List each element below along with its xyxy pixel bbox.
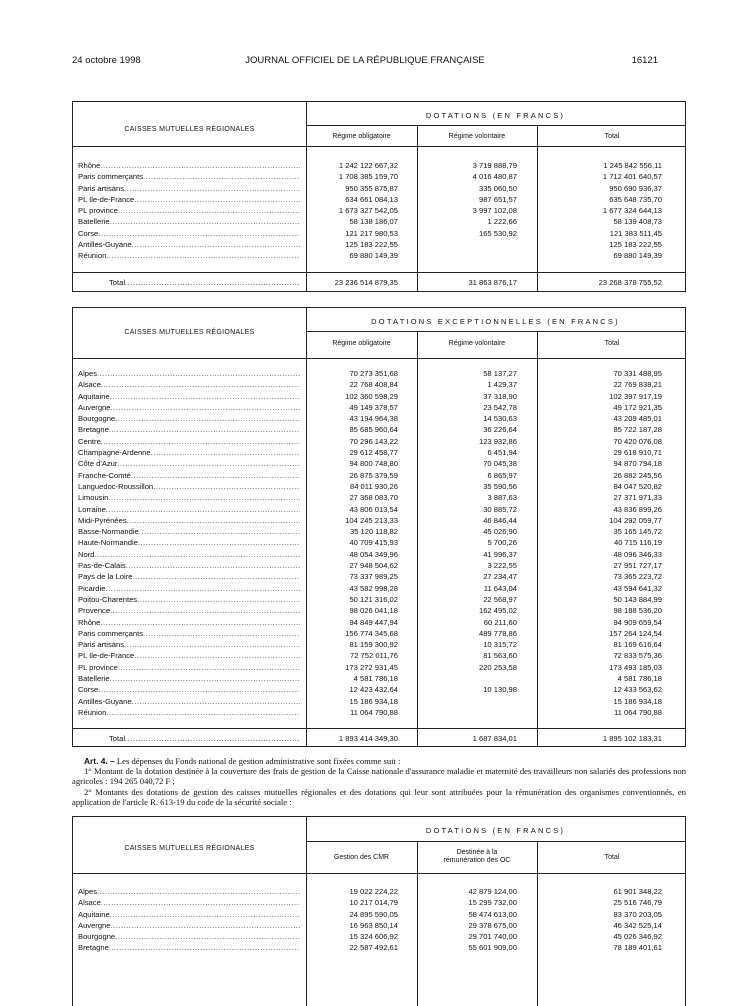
article-4-text [72,756,686,807]
table-row [73,605,685,616]
cell-col-3: 58 139 408,73 [613,217,662,227]
cell-col-2: 165 530,92 [478,228,517,238]
table-row [73,650,685,661]
row-label: Paris commerçants ..... [78,171,300,182]
cell-col-2: 1 429,37 [487,380,517,390]
cell-col-3: 157 264 124,54 [609,628,662,638]
cell-col-1: 24 895 590,05 [349,909,398,919]
table-row [73,707,685,718]
row-label: Pas-de-Calais ..... [78,560,300,571]
row-label: Champagne-Ardenne ..... [78,447,300,458]
article-intro: Les dépenses du Fonds national de gestion administrative sont fixées comme suit : [116,756,401,766]
cell-col-1: 70 296 143,22 [349,436,398,446]
cell-col-1: 1 242 122 667,32 [338,161,398,170]
cell-col-1: 102 360 598,29 [345,391,398,401]
column-header-obligatoire: Régime obligatoire [332,133,391,140]
row-label: Midi-Pyrénées ..... [78,515,300,526]
cell-col-1: 58 138 186,07 [349,217,398,227]
row-label: Poitou-Charentes ..... [78,594,300,605]
cell-col-1: 73 337 989,25 [349,572,398,582]
cell-col-1: 156 774 345,68 [345,628,398,638]
table-row [73,628,685,639]
row-label: Rhône ..... [78,617,300,628]
row-label: Corse ..... [78,228,300,239]
cell-col-2: 30 885,72 [483,504,517,514]
header-page-number: 16121 [631,55,658,66]
cell-col-2: 22 568,97 [483,594,517,604]
cell-col-2: 335 060,50 [478,183,517,193]
cell-col-2: 123 932,86 [478,436,517,446]
cell-col-2: 70 045,38 [483,459,517,469]
table-row [73,368,685,379]
cell-col-1: 634 661 084,13 [345,194,398,204]
table-dotations-exceptionnelles [72,307,686,747]
row-label: Languedoc-Roussillon ..... [78,481,300,492]
cell-col-3: 43 836 899,26 [613,504,662,514]
cell-col-2: 23 542,78 [483,402,517,412]
article-label: Art. 4. – [84,756,115,766]
row-label: Paris commerçants ..... [78,628,300,639]
row-label: Picardie ..... [78,583,300,594]
cell-col-1: 26 875 379,59 [349,470,398,480]
row-label: PL province ..... [78,205,300,216]
table-row [73,909,685,920]
table-row [73,571,685,582]
cell-col-3: 1 677 324 644,13 [602,206,662,216]
row-label: Bretagne ..... [78,942,300,953]
cell-col-1: 12 423 432,64 [349,685,398,695]
cell-col-2: 29 701 740,00 [468,932,517,942]
total-label: Total ..... [109,273,299,293]
cell-col-1: 40 709 415,93 [349,538,398,548]
row-label: Antilles-Guyane ..... [78,696,300,707]
column-header-gestion-cmr: Gestion des CMR [333,854,390,861]
table-row [73,239,685,250]
cell-col-3: 102 397 917,19 [609,391,662,401]
table-row [73,447,685,458]
total-row [73,729,685,749]
row-label: Bourgogne ..... [78,413,300,424]
total-col-3: 23 268 378 755,52 [598,278,662,287]
cell-col-1: 27 948 504,62 [349,561,398,571]
row-label: Bretagne ..... [78,424,300,435]
cell-col-1: 70 273 351,68 [349,369,398,378]
cell-col-1: 16 963 850,14 [349,920,398,930]
table-row [73,492,685,503]
table-caption: CAISSES MUTUELLES RÉGIONALES [124,126,255,133]
cell-col-3: 27 371 971,33 [613,493,662,503]
table-row [73,413,685,424]
cell-col-3: 73 365 223,72 [613,572,662,582]
cell-col-3: 29 618 910,71 [613,448,662,458]
column-header-obligatoire: Régime obligatoire [332,340,391,347]
cell-col-1: 43 194 964,38 [349,414,398,424]
table-row [73,391,685,402]
row-label: Rhône ..... [78,160,300,171]
cell-col-3: 173 493 185,03 [609,662,662,672]
table-group-heading: DOTATIONS EXCEPTIONNELLES (EN FRANCS) [371,317,620,326]
table-row [73,594,685,605]
cell-col-2: 10 130,98 [483,685,517,695]
cell-col-2: 3 887,63 [487,493,517,503]
cell-col-3: 27 951 727,17 [613,561,662,571]
row-label: Alpes ..... [78,886,300,897]
cell-col-2: 3 997 102,08 [472,206,517,216]
cell-col-3: 49 172 921,35 [613,402,662,412]
cell-col-2: 11 643,04 [483,583,517,593]
cell-col-3: 70 420 076,08 [613,436,662,446]
cell-col-3: 104 292 059,77 [609,515,662,525]
cell-col-3: 61 901 348,22 [613,887,662,896]
cell-col-1: 104 245 213,33 [345,515,398,525]
table-row [73,537,685,548]
cell-col-3: 121 383 511,45 [609,228,662,238]
cell-col-2: 60 211,60 [483,617,517,627]
cell-col-1: 81 159 300,92 [349,640,398,650]
cell-col-3: 11 064 790,88 [614,707,662,717]
row-label: Alsace ..... [78,379,300,390]
cell-col-1: 84 011 930,26 [350,481,398,491]
cell-col-3: 81 169 616,64 [613,640,662,650]
table-row [73,183,685,194]
cell-col-1: 85 685 960,64 [349,425,398,435]
cell-col-3: 94 909 659,54 [613,617,662,627]
cell-col-3: 69 880 149,39 [613,251,662,261]
table-row [73,424,685,435]
column-header-total: Total [604,340,620,347]
cell-col-1: 22 587 492,61 [349,943,398,953]
cell-col-2: 489 778,86 [478,628,517,638]
row-label: PL Ile-de-France ..... [78,194,300,205]
cell-col-3: 26 882 245,56 [613,470,662,480]
cell-col-3: 1 712 401 640,57 [602,172,662,182]
cell-col-3: 950 690 936,37 [609,183,662,193]
cell-col-1: 49 149 378,57 [349,402,398,412]
table-row [73,470,685,481]
column-header-line-2: rémunération des OC [443,857,511,864]
cell-col-3: 635 648 735,70 [609,194,662,204]
row-label: Alsace ..... [78,897,300,908]
table-caption: CAISSES MUTUELLES RÉGIONALES [124,845,255,852]
row-label: Basse-Normandie ..... [78,526,300,537]
cell-col-1: 125 183 222,55 [345,240,398,250]
table-row [73,402,685,413]
row-label: Auvergne ..... [78,920,300,931]
cell-col-2: 15 299 732,00 [468,898,517,908]
cell-col-1: 98 026 041,18 [349,606,398,616]
cell-col-1: 121 217 980,53 [345,228,398,238]
table-row [73,526,685,537]
cell-col-2: 46 846,44 [483,515,517,525]
cell-col-2: 3 222,55 [487,561,517,571]
cell-col-3: 35 165 145,72 [613,527,662,537]
row-label: Batellerie ..... [78,673,300,684]
cell-col-2: 58 137,27 [483,369,517,378]
row-label: Antilles-Guyane ..... [78,239,300,250]
row-label: Franche-Comté ..... [78,470,300,481]
article-paragraph-1: 1° Montant de la dotation destinée à la couverture des frais de gestion de la Caisse nationale d'assurance maladie et maternité des travailleurs non salariés des professions non agricoles : 194 265 040,72 F ; [72,766,686,787]
table-row [73,205,685,216]
table-row [73,696,685,707]
row-label: Bourgogne ..... [78,931,300,942]
cell-col-2: 220 253,58 [478,662,517,672]
row-label: Corse ..... [78,684,300,695]
cell-col-1: 10 217 014,79 [349,898,398,908]
cell-col-1: 94 849 447,94 [349,617,398,627]
row-label: Batellerie ..... [78,216,300,227]
table-row [73,684,685,695]
cell-col-1: 27 368 083,70 [349,493,398,503]
cell-col-2: 45 026,90 [483,527,517,537]
cell-col-1: 94 800 748,80 [349,459,398,469]
cell-col-2: 35 590,56 [483,481,517,491]
cell-col-3: 12 433 563,62 [613,685,662,695]
cell-col-1: 29 612 458,77 [349,448,398,458]
table-row [73,250,685,261]
cell-col-3: 50 143 884,99 [613,594,662,604]
column-header-line-1: Destinée à la [456,849,498,856]
total-col-1: 23 236 514 879,35 [334,278,398,287]
cell-col-2: 162 495,02 [478,606,517,616]
cell-col-1: 43 806 013,54 [349,504,398,514]
total-col-3: 1 895 102 183,31 [602,734,662,743]
row-label: Côte d'Azur ..... [78,458,300,469]
cell-col-2: 58 474 613,00 [468,909,517,919]
column-header-total: Total [604,854,620,861]
cell-col-1: 69 880 149,39 [349,251,398,261]
row-label: Réunion ..... [78,250,300,261]
cell-col-2: 3 719 888,79 [472,161,517,170]
cell-col-3: 85 722 187,28 [613,425,662,435]
column-header-remuneration-oc [417,849,537,865]
cell-col-2: 10 315,72 [483,640,517,650]
cell-col-3: 84 047 520,82 [613,481,662,491]
cell-col-2: 37 318,90 [483,391,517,401]
table-dotations-gestion [72,816,686,1006]
cell-col-1: 4 581 786,18 [353,674,398,684]
cell-col-3: 48 096 346,33 [613,549,662,559]
cell-col-2: 42 879 124,00 [468,887,517,896]
cell-col-3: 78 189 401,61 [613,943,662,953]
table-row [73,920,685,931]
row-label: Lorraine ..... [78,504,300,515]
table-row [73,549,685,560]
table-row [73,481,685,492]
cell-col-1: 1 673 327 542,05 [338,206,398,216]
cell-col-1: 43 582 998,28 [349,583,398,593]
row-label: Paris artisans ..... [78,639,300,650]
cell-col-1: 35 120 118,82 [350,527,398,537]
column-header-total: Total [604,133,620,140]
total-col-2: 31 863 876,17 [468,278,517,287]
table-row [73,458,685,469]
cell-col-3: 46 342 525,14 [613,920,662,930]
cell-col-2: 5 700,26 [487,538,517,548]
table-row [73,160,685,171]
cell-col-1: 19 022 224,22 [349,887,398,896]
cell-col-1: 72 752 011,76 [350,651,398,661]
row-label: Haute-Normandie ..... [78,537,300,548]
cell-col-2: 36 226,64 [483,425,517,435]
cell-col-3: 72 833 575,36 [613,651,662,661]
table-caption: CAISSES MUTUELLES RÉGIONALES [124,329,255,336]
row-label: Aquitaine ..... [78,391,300,402]
total-col-2: 1 687 834,01 [472,734,517,743]
cell-col-3: 43 594 641,32 [613,583,662,593]
cell-col-2: 987 651,57 [478,194,517,204]
cell-col-3: 15 186 934,18 [613,696,662,706]
row-label: Provence ..... [78,605,300,616]
cell-col-2: 6 865,97 [487,470,517,480]
page-header [72,55,658,69]
cell-col-1: 15 186 934,18 [349,696,398,706]
cell-col-1: 15 324 606,92 [349,932,398,942]
table-row [73,931,685,942]
header-title: JOURNAL OFFICIEL DE LA RÉPUBLIQUE FRANÇAISE [245,55,485,66]
cell-col-1: 22 768 408,84 [349,380,398,390]
cell-col-1: 173 272 931,45 [345,662,398,672]
table-row [73,639,685,650]
row-label: Réunion ..... [78,707,300,718]
cell-col-3: 125 183 222,55 [609,240,662,250]
cell-col-2: 4 016 480,87 [472,172,517,182]
total-label: Total ..... [109,729,299,749]
row-label: Pays de la Loire ..... [78,571,300,582]
total-row [73,273,685,293]
cell-col-3: 70 331 488,95 [613,369,662,378]
table-row [73,942,685,953]
cell-col-3: 83 370 203,05 [613,909,662,919]
row-label: PL province ..... [78,662,300,673]
cell-col-1: 950 355 875,87 [345,183,398,193]
cell-col-2: 55 601 909,00 [468,943,517,953]
row-label: Paris artisans ..... [78,183,300,194]
table-row [73,886,685,897]
total-col-1: 1 893 414 349,30 [338,734,398,743]
header-date: 24 octobre 1998 [72,55,141,66]
article-paragraph-2: 2° Montants des dotations de gestion des caisses mutuelles régionales et des dotations qui leur sont attribuées pour la rémunération des organismes conventionnés, en application de l'article R. 613-19 du code de la sécurité sociale : [72,786,686,807]
cell-col-3: 45 026 346,92 [613,932,662,942]
cell-col-3: 22 769 838,21 [613,380,662,390]
table-row [73,194,685,205]
row-label: Aquitaine ..... [78,909,300,920]
table-row [73,617,685,628]
table-row [73,216,685,227]
table-dotations-regimes [72,101,686,292]
table-group-heading: DOTATIONS (EN FRANCS) [425,111,566,120]
column-header-volontaire: Régime volontaire [448,340,506,347]
table-row [73,662,685,673]
row-label: Limousin ..... [78,492,300,503]
cell-col-2: 81 563,60 [483,651,517,661]
cell-col-3: 4 581 786,18 [617,674,662,684]
cell-col-2: 41 996,37 [483,549,517,559]
cell-col-2: 6 451,94 [487,448,517,458]
cell-col-2: 14 530,63 [483,414,517,424]
row-label: Centre ..... [78,436,300,447]
table-row [73,583,685,594]
table-row [73,171,685,182]
table-row [73,379,685,390]
table-group-heading: DOTATIONS (EN FRANCS) [425,826,566,835]
table-row [73,673,685,684]
cell-col-3: 94 870 794,18 [613,459,662,469]
cell-col-3: 98 188 536,20 [613,606,662,616]
cell-col-2: 27 234,47 [483,572,517,582]
cell-col-2: 29 378 675,00 [468,920,517,930]
table-row [73,897,685,908]
table-row [73,504,685,515]
row-label: Nord ..... [78,549,300,560]
cell-col-1: 48 054 349,96 [349,549,398,559]
cell-col-3: 40 715 116,19 [614,538,662,548]
row-label: PL Ile-de-France ..... [78,650,300,661]
table-row [73,560,685,571]
cell-col-1: 50 121 316,02 [349,594,398,604]
cell-col-2: 1 222,66 [487,217,517,227]
table-row [73,515,685,526]
table-row [73,228,685,239]
cell-col-1: 1 708 385 159,70 [338,172,398,182]
cell-col-3: 43 209 485,01 [613,414,662,424]
column-header-volontaire: Régime volontaire [448,133,506,140]
table-row [73,436,685,447]
row-label: Alpes ..... [78,368,300,379]
cell-col-1: 11 064 790,88 [350,707,398,717]
row-label: Auvergne ..... [78,402,300,413]
cell-col-3: 25 516 746,79 [613,898,662,908]
cell-col-3: 1 245 842 556,11 [603,161,662,170]
